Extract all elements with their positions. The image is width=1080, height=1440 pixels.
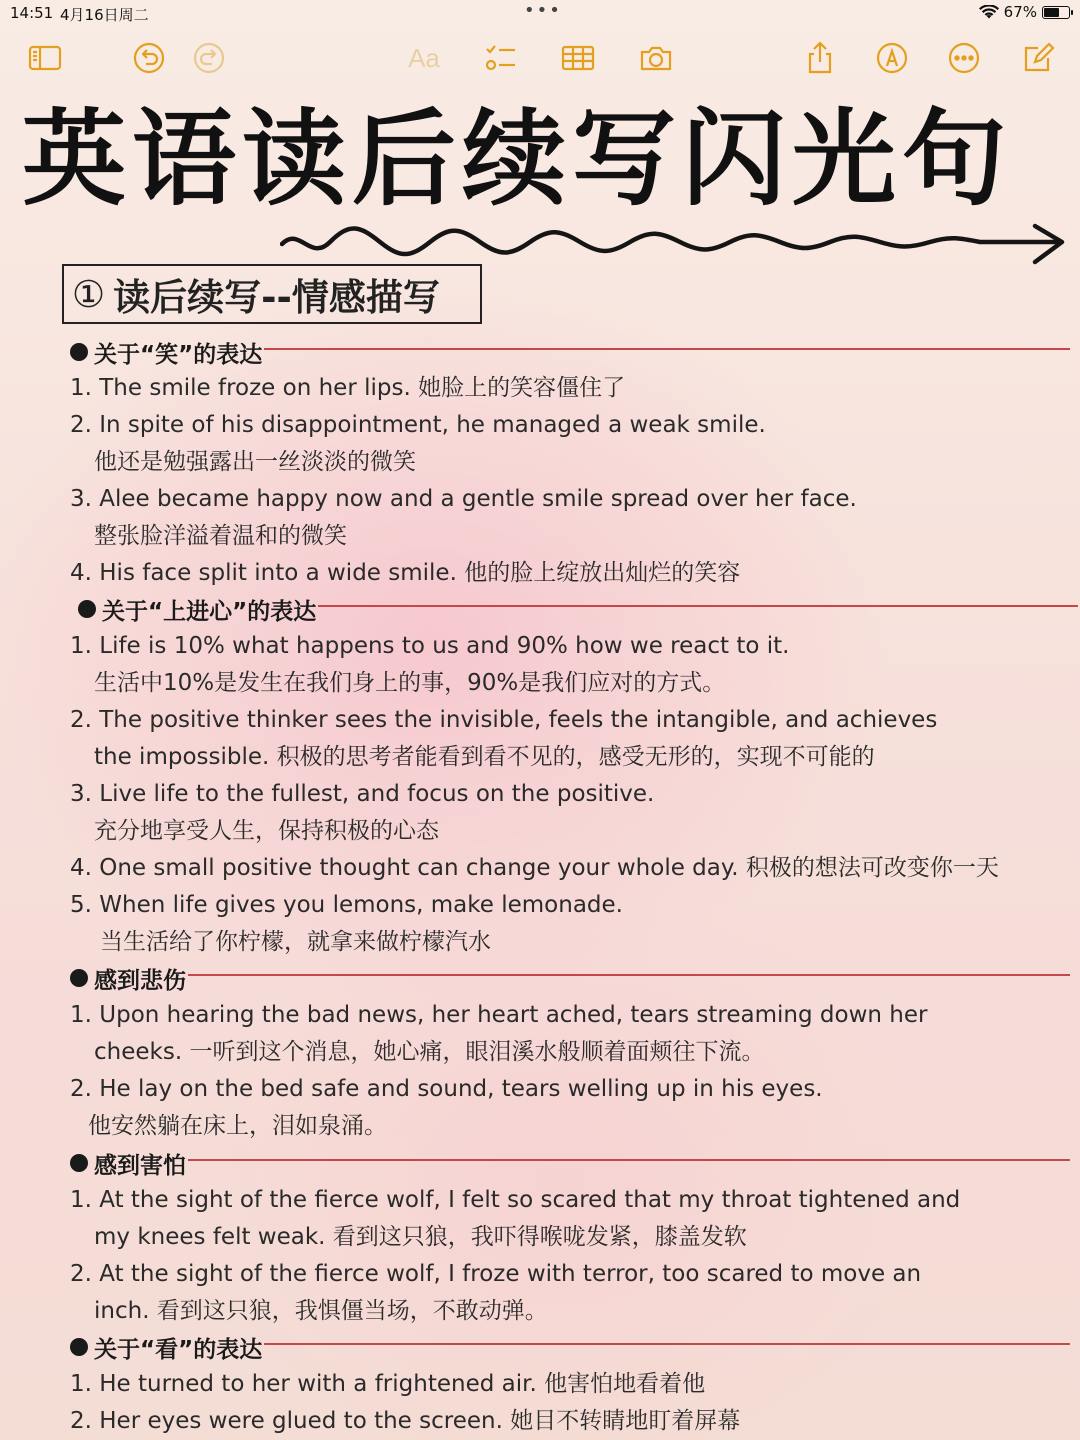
note-line: 整张脸洋溢着温和的微笑 [94, 523, 347, 549]
note-line: 1. Upon hearing the bad news, her heart ached, tears streaming down her [70, 1002, 928, 1028]
group-heading: 感到害怕 [70, 1145, 1070, 1181]
sidebar-toggle-button[interactable] [26, 36, 64, 80]
group-heading: 关于“上进心”的表达 [78, 591, 1078, 627]
note-line: 2. The positive thinker sees the invisible, feels the intangible, and achieves [70, 707, 938, 733]
note-line: 他还是勉强露出一丝淡淡的微笑 [94, 449, 416, 475]
section-title-box [62, 264, 482, 324]
format-icon: Aa [408, 42, 440, 73]
heading-rule [318, 605, 1078, 607]
battery-icon [1042, 6, 1070, 19]
note-line: 2. At the sight of the fierce wolf, I froze with terror, too scared to move an [70, 1261, 922, 1287]
heading-rule [264, 1343, 1070, 1345]
more-button[interactable] [944, 36, 984, 80]
note-line: 1. He turned to her with a frightened air. 他害怕地看着他 [70, 1371, 706, 1397]
note-line: 当生活给了你柠檬，就拿来做柠檬汽水 [100, 929, 491, 955]
markup-icon [874, 40, 910, 76]
note-line: 充分地享受人生，保持积极的心态 [94, 818, 439, 844]
note-line: 2. In spite of his disappointment, he managed a weak smile. [70, 412, 766, 438]
note-line: 3. Live life to the fullest, and focus on the positive. [70, 781, 655, 807]
note-line: the impossible. 积极的思考者能看到看不见的，感受无形的，实现不可能的 [94, 744, 875, 770]
heading-rule [188, 1159, 1070, 1161]
battery-percent: 67% [1003, 3, 1037, 21]
note-line: 1. At the sight of the fierce wolf, I felt so scared that my throat tightened and [70, 1187, 961, 1213]
note-line: 4. One small positive thought can change your whole day. 积极的想法可改变你一天 [70, 855, 999, 881]
more-icon [946, 40, 982, 76]
group-heading: 关于“笑”的表达 [70, 334, 1070, 370]
note-line: 他安然躺在床上，泪如泉涌。 [88, 1113, 387, 1139]
redo-icon [191, 40, 227, 76]
compose-button[interactable] [1018, 36, 1058, 80]
note-line: 5. When life gives you lemons, make lemonade. [70, 892, 623, 918]
share-button[interactable] [800, 36, 840, 80]
wifi-icon [979, 5, 999, 20]
checklist-icon [482, 40, 518, 76]
status-bar [0, 0, 1080, 26]
undo-icon [131, 40, 167, 76]
share-icon [802, 40, 838, 76]
group-heading: 关于“看”的表达 [70, 1329, 1070, 1365]
note-line: 2. Her eyes were glued to the screen. 她目不转睛地盯着屏幕 [70, 1408, 741, 1434]
note-line: my knees felt weak. 看到这只狼，我吓得喉咙发紧，膝盖发软 [94, 1224, 747, 1250]
camera-button[interactable] [636, 36, 676, 80]
note-line: cheeks. 一听到这个消息，她心痛，眼泪溪水般顺着面颊往下流。 [94, 1039, 765, 1065]
heading-rule [264, 348, 1070, 350]
status-right [979, 3, 1070, 21]
heading-rule [188, 974, 1070, 976]
camera-icon [638, 40, 674, 76]
note-line: 3. Alee became happy now and a gentle smile spread over her face. [70, 486, 857, 512]
compose-icon [1020, 40, 1056, 76]
sidebar-icon [27, 40, 63, 76]
bullet-icon [78, 600, 96, 618]
notes-toolbar [0, 36, 1080, 82]
redo-button[interactable] [190, 36, 228, 80]
note-line: inch. 看到这只狼，我惧僵当场，不敢动弹。 [94, 1298, 548, 1324]
markup-button[interactable] [872, 36, 912, 80]
note-line: 1. Life is 10% what happens to us and 90% how we react to it. [70, 633, 790, 659]
undo-button[interactable] [130, 36, 168, 80]
status-time: 14:51 [10, 4, 54, 22]
bullet-icon [70, 1154, 88, 1172]
group-heading: 感到悲伤 [70, 960, 1070, 996]
note-line: 4. His face split into a wide smile. 他的脸上绽放出灿烂的笑容 [70, 560, 741, 586]
note-line: 生活中10%是发生在我们身上的事，90%是我们应对的方式。 [94, 670, 726, 696]
page-title: 英语读后续写闪光句 [22, 98, 1013, 220]
bullet-icon [70, 969, 88, 987]
note-line: 1. The smile froze on her lips. 她脸上的笑容僵住了 [70, 375, 626, 401]
multitasking-dots[interactable]: ••• [524, 0, 562, 21]
status-date: 4月16日周二 [60, 6, 149, 24]
section-label: 读后续写--情感描写 [113, 276, 440, 319]
checklist-button[interactable] [480, 36, 520, 80]
table-button[interactable] [558, 36, 598, 80]
format-button[interactable] [404, 36, 444, 80]
section-number: ① [72, 272, 106, 316]
note-line: 2. He lay on the bed safe and sound, tears welling up in his eyes. [70, 1076, 823, 1102]
bullet-icon [70, 343, 88, 361]
bullet-icon [70, 1338, 88, 1356]
table-icon [560, 40, 596, 76]
